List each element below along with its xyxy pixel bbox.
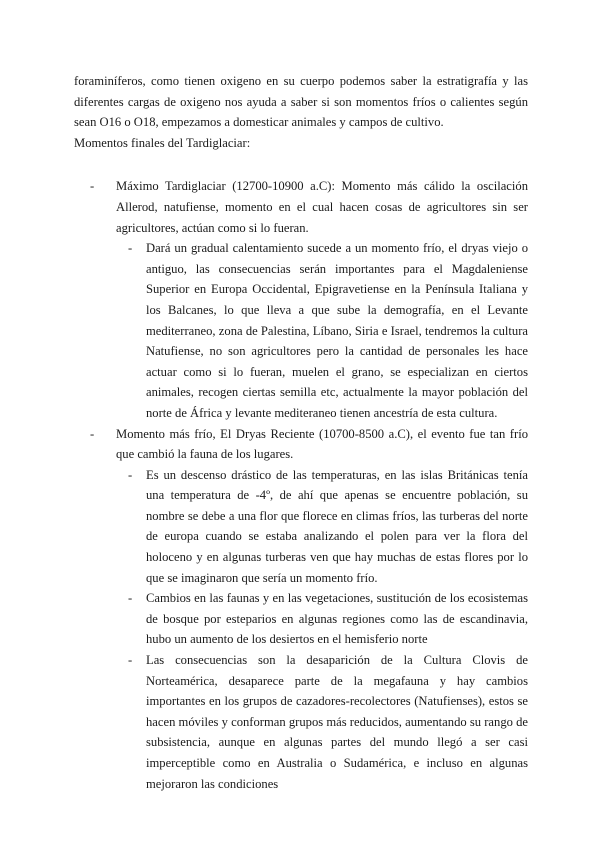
sub-bullet-marker: - xyxy=(128,653,133,668)
bullet-text: Máximo Tardiglaciar (12700-10900 a.C): Momento más cálido la oscilación Allerod, natufiense, momento en el cual hacen cosas de agricultores sin ser agricultores, actúan como si lo fueran. xyxy=(116,179,528,235)
sub-bullet-text: Dará un gradual calentamiento sucede a un momento frío, el dryas viejo o antiguo, las consecuencias serán importantes para el Magdaleniense Superior en Europa Occidental, Epigravetiense en la Península Italiana y los Balcanes, lo que lleva a que sube la demografía, en el Levante mediterraneo, zona de Palestina, Líbano, Siria e Israel, tendremos la cultura Natufiense, no son agricultores pero la cantidad de personales les hace actuar como si lo fueran, muelen el grano, se especializan en ciertos animales, recogen ciertas semilla etc, actualmente la mayor población del norte de África y levante mediteraneo tienen ancestría de esta cultura. xyxy=(146,241,528,420)
sub-bullet-item xyxy=(116,588,528,650)
bullet-item xyxy=(74,176,528,423)
sub-bullet-marker: - xyxy=(128,241,133,256)
sub-bullet-item xyxy=(116,238,528,423)
sub-bullet-marker: - xyxy=(128,467,133,482)
page-content xyxy=(74,71,528,794)
intro-paragraph: foraminíferos, como tienen oxigeno en su cuerpo podemos saber la estratigrafía y las diferentes cargas de oxigeno nos ayuda a saber si son momentos fríos o calientes según sean O16 o O18, empezamos a domesticar animales y campos de cultivo. xyxy=(74,74,528,130)
bullet-marker: - xyxy=(90,179,95,194)
bullet-text: Momento más frío, El Dryas Reciente (10700-8500 a.C), el evento fue tan frío que cambió la fauna de los lugares. xyxy=(116,426,528,462)
sub-bullet-text: Es un descenso drástico de las temperaturas, en las islas Británicas tenía una temperatura de -4º, de ahí que apenas se encuentre población, su nombre se debe a una flor que florece en climas fríos, las turberas del norte de europa cuando se estaba analizando el polen para ver la flora del holoceno y en algunas turberas ven que hay muchas de estas flores por lo que se imaginaron que sería un momento frío. xyxy=(146,467,528,585)
section-heading: Momentos finales del Tardiglaciar: xyxy=(74,135,251,150)
sub-bullet-item xyxy=(116,650,528,794)
sub-bullet-text: Las consecuencias son la desaparición de la Cultura Clovis de Norteamérica, desaparece parte de la megafauna y hay cambios importantes en los grupos de cazadores-recolectores (Natufienses), estos se hacen móviles y conforman grupos más reducidos, aumentando su rango de subsistencia, aunque en algunas partes del mundo llegó a ser casi imperceptible como en Australia o Sudamérica, e incluso en algunas mejoraron las condiciones xyxy=(146,653,528,791)
bullet-marker: - xyxy=(90,426,95,441)
sub-bullet-marker: - xyxy=(128,591,133,606)
bullet-item xyxy=(74,424,528,795)
sub-bullet-item xyxy=(116,465,528,589)
sub-bullet-text: Cambios en las faunas y en las vegetaciones, sustitución de los ecosistemas de bosque por esteparios en algunas regiones como las de escandinavia, hubo un aumento de los desiertos en el hemisferio norte xyxy=(146,591,528,647)
